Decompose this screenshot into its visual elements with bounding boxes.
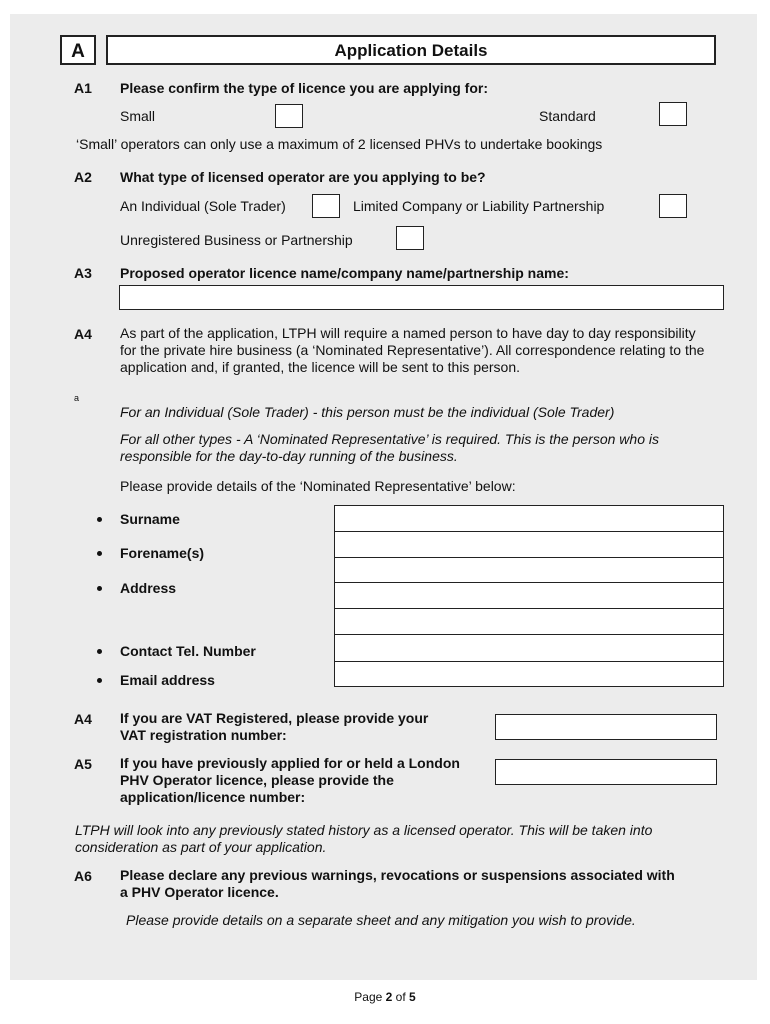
a3-question: Proposed operator licence name/company name/partnership name: bbox=[120, 265, 569, 281]
a6-number: A6 bbox=[74, 868, 92, 884]
a1-question: Please confirm the type of licence you are applying for: bbox=[120, 80, 488, 96]
email-label: Email address bbox=[120, 672, 215, 688]
a4-intro: As part of the application, LTPH will require a named person to have day to day responsibility for the private hire business (a ‘Nominated Representative’). All correspondence relating to the application and, if granted, the licence will be sent to this person. bbox=[120, 325, 705, 375]
company-checkbox[interactable] bbox=[659, 194, 687, 218]
surname-label: Surname bbox=[120, 511, 180, 527]
section-letter: A bbox=[60, 35, 96, 65]
section-title: Application Details bbox=[106, 35, 716, 65]
vat-number: A4 bbox=[74, 711, 92, 727]
margin-mark: a bbox=[74, 393, 80, 403]
address-line-3-input[interactable] bbox=[334, 608, 724, 635]
a2-number: A2 bbox=[74, 169, 92, 185]
small-checkbox[interactable] bbox=[275, 104, 303, 128]
bullet-surname bbox=[97, 517, 102, 522]
bullet-forename bbox=[97, 551, 102, 556]
footer-of-word: of bbox=[395, 990, 406, 1004]
forename-label: Forename(s) bbox=[120, 545, 205, 561]
a2-company-label: Limited Company or Liability Partnership bbox=[353, 198, 605, 214]
standard-checkbox[interactable] bbox=[659, 102, 687, 126]
a1-note: ‘Small’ operators can only use a maximum of 2 licensed PHVs to undertake bookings bbox=[76, 136, 603, 152]
unregistered-checkbox[interactable] bbox=[396, 226, 424, 250]
tel-input[interactable] bbox=[334, 634, 724, 662]
tel-label: Contact Tel. Number bbox=[120, 643, 256, 659]
page-footer bbox=[0, 990, 770, 1004]
a5-question: If you have previously applied for or held a London PHV Operator licence, please provide the application/licence number: bbox=[120, 755, 460, 805]
a6-note: Please provide details on a separate sheet and any mitigation you wish to provide. bbox=[126, 912, 636, 928]
a2-question: What type of licensed operator are you applying to be? bbox=[120, 169, 486, 185]
bullet-tel bbox=[97, 649, 102, 654]
a1-number: A1 bbox=[74, 80, 92, 96]
address-label: Address bbox=[120, 580, 177, 596]
surname-input[interactable] bbox=[334, 505, 724, 532]
bullet-email bbox=[97, 678, 102, 683]
vat-question: If you are VAT Registered, please provide your VAT registration number: bbox=[120, 710, 429, 743]
vat-input[interactable] bbox=[495, 714, 717, 740]
operator-name-input[interactable] bbox=[119, 285, 724, 310]
a4-number: A4 bbox=[74, 326, 92, 342]
bullet-address bbox=[97, 586, 102, 591]
a2-individual-label: An Individual (Sole Trader) bbox=[120, 198, 286, 214]
a6-question: Please declare any previous warnings, revocations or suspensions associated with a PHV Operator licence. bbox=[120, 867, 675, 900]
footer-page-total: 5 bbox=[409, 990, 416, 1004]
address-line-1-input[interactable] bbox=[334, 557, 724, 583]
forename-input[interactable] bbox=[334, 531, 724, 558]
address-line-2-input[interactable] bbox=[334, 582, 724, 609]
a4-individual-note: For an Individual (Sole Trader) - this person must be the individual (Sole Trader) bbox=[120, 404, 615, 420]
individual-checkbox[interactable] bbox=[312, 194, 340, 218]
email-input[interactable] bbox=[334, 661, 724, 687]
a3-number: A3 bbox=[74, 265, 92, 281]
footer-page-num: 2 bbox=[385, 990, 393, 1004]
a1-small-label: Small bbox=[120, 108, 156, 124]
a1-standard-label: Standard bbox=[539, 108, 596, 124]
a4-other-note: For all other types - A ‘Nominated Representative’ is required. This is the person who is responsible for the day-to-day running of the business. bbox=[120, 431, 659, 464]
a2-unregistered-label: Unregistered Business or Partnership bbox=[120, 232, 353, 248]
history-note: LTPH will look into any previously stated history as a licensed operator. This will be taken into consideration as part of your application. bbox=[75, 822, 653, 855]
licence-number-input[interactable] bbox=[495, 759, 717, 785]
a4-provide-details: Please provide details of the ‘Nominated Representative’ below: bbox=[120, 478, 516, 494]
footer-page-word: Page bbox=[354, 990, 383, 1004]
a5-number: A5 bbox=[74, 756, 92, 772]
